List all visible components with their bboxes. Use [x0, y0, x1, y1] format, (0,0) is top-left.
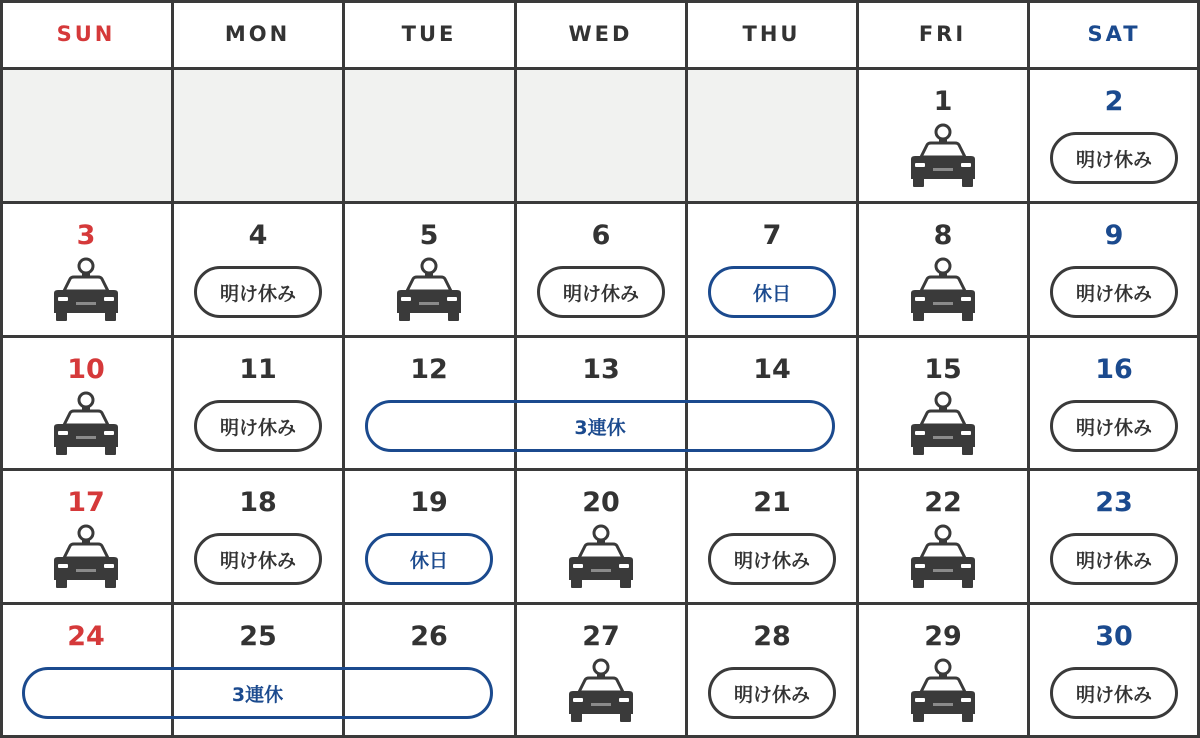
day-number: 30 [1095, 621, 1133, 652]
ake-yasumi-badge: 明け休み [194, 266, 322, 318]
day-number: 16 [1095, 354, 1133, 385]
taxi-icon [907, 123, 979, 189]
ake-yasumi-badge: 明け休み [194, 533, 322, 585]
weekday-header-tue: TUE [401, 22, 457, 46]
grid-line-horizontal [0, 468, 1200, 471]
empty-day-cell [515, 68, 686, 202]
weekday-header-thu: THU [742, 22, 801, 46]
day-number: 4 [248, 220, 268, 251]
ake-yasumi-badge: 明け休み [1050, 132, 1178, 184]
taxi-icon [50, 524, 122, 590]
day-number: 25 [239, 621, 277, 652]
day-number: 18 [239, 487, 277, 518]
taxi-icon [50, 257, 122, 323]
day-number: 14 [753, 354, 791, 385]
weekday-header-sun: SUN [56, 22, 116, 46]
day-number: 28 [753, 621, 791, 652]
ake-yasumi-badge: 明け休み [537, 266, 665, 318]
taxi-icon [907, 257, 979, 323]
day-number: 9 [1104, 220, 1124, 251]
day-number: 21 [753, 487, 791, 518]
empty-day-cell [172, 68, 343, 202]
day-number: 13 [582, 354, 620, 385]
day-number: 20 [582, 487, 620, 518]
taxi-icon [907, 391, 979, 457]
day-number: 24 [67, 621, 105, 652]
holiday-badge: 休日 [365, 533, 493, 585]
day-number: 15 [924, 354, 962, 385]
weekday-header-fri: FRI [918, 22, 967, 46]
three-day-holiday-bar: 3連休 [22, 667, 493, 719]
ake-yasumi-badge: 明け休み [1050, 667, 1178, 719]
grid-line-horizontal [0, 67, 1200, 70]
three-day-holiday-bar: 3連休 [365, 400, 835, 452]
day-number: 1 [933, 86, 953, 117]
weekday-header-wed: WED [568, 22, 633, 46]
taxi-icon [907, 524, 979, 590]
weekday-header-mon: MON [224, 22, 291, 46]
ake-yasumi-badge: 明け休み [1050, 266, 1178, 318]
ake-yasumi-badge: 明け休み [708, 533, 836, 585]
day-number: 10 [67, 354, 105, 385]
day-number: 22 [924, 487, 962, 518]
ake-yasumi-badge: 明け休み [1050, 533, 1178, 585]
ake-yasumi-badge: 明け休み [708, 667, 836, 719]
day-number: 8 [933, 220, 953, 251]
taxi-icon [50, 391, 122, 457]
day-number: 29 [924, 621, 962, 652]
day-number: 23 [1095, 487, 1133, 518]
day-number: 26 [410, 621, 448, 652]
weekday-header-sat: SAT [1087, 22, 1141, 46]
grid-line-horizontal [0, 201, 1200, 204]
day-number: 5 [419, 220, 439, 251]
day-number: 12 [410, 354, 448, 385]
ake-yasumi-badge: 明け休み [1050, 400, 1178, 452]
grid-line-horizontal [0, 602, 1200, 605]
grid-line-horizontal [0, 0, 1200, 3]
day-number: 2 [1104, 86, 1124, 117]
day-number: 27 [582, 621, 620, 652]
holiday-badge: 休日 [708, 266, 836, 318]
day-number: 7 [762, 220, 782, 251]
empty-day-cell [343, 68, 515, 202]
day-number: 19 [410, 487, 448, 518]
taxi-icon [393, 257, 465, 323]
empty-day-cell [0, 68, 172, 202]
taxi-icon [907, 658, 979, 724]
day-number: 6 [591, 220, 611, 251]
taxi-icon [565, 658, 637, 724]
empty-day-cell [686, 68, 857, 202]
day-number: 11 [239, 354, 277, 385]
day-number: 17 [67, 487, 105, 518]
day-number: 3 [76, 220, 96, 251]
taxi-icon [565, 524, 637, 590]
ake-yasumi-badge: 明け休み [194, 400, 322, 452]
grid-line-horizontal [0, 335, 1200, 338]
